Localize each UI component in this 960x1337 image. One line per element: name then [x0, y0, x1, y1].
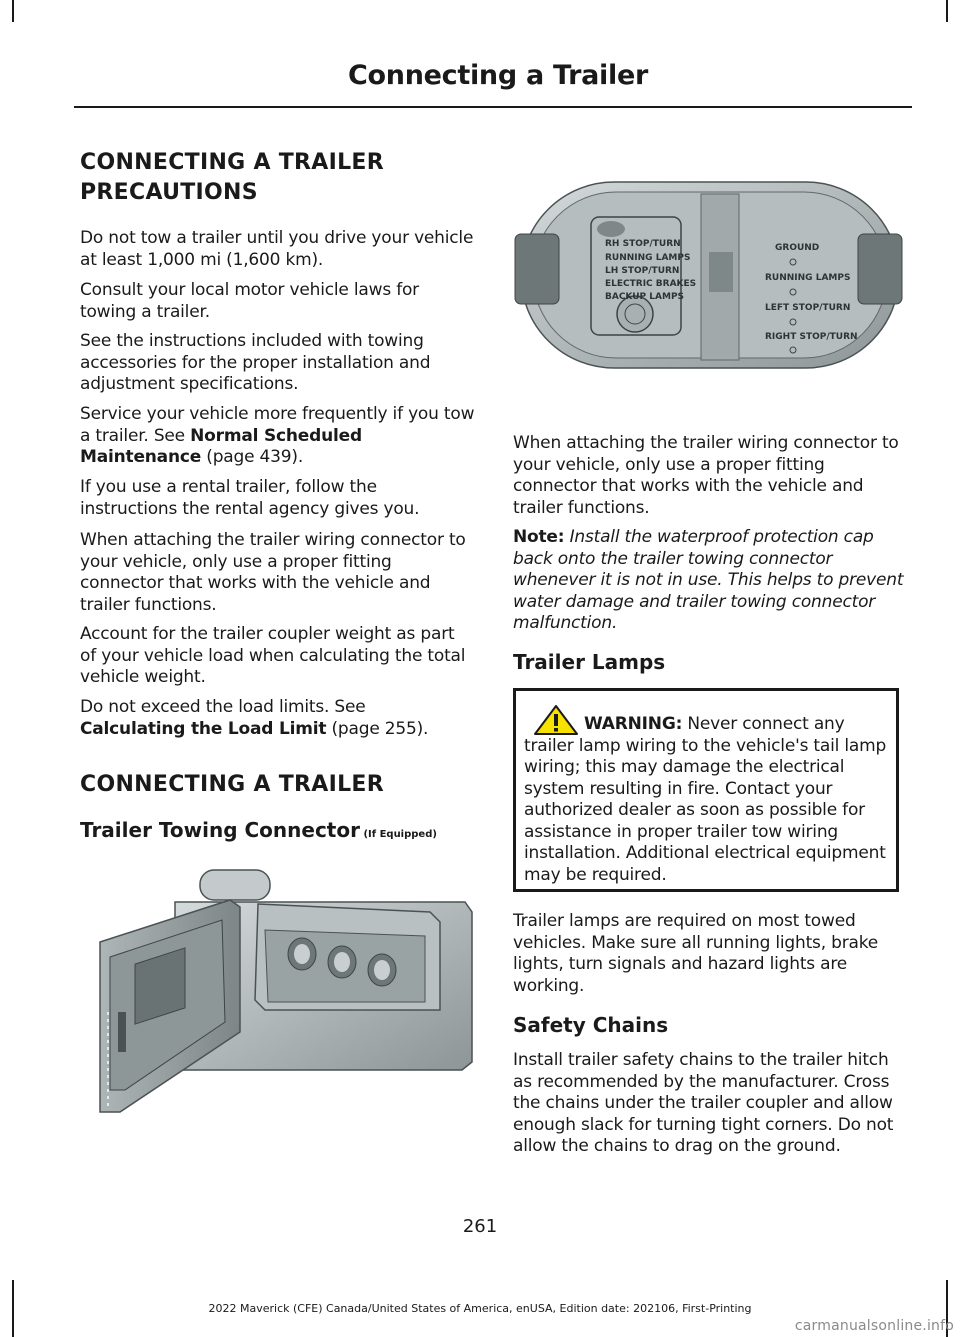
watermark: carmanualsonline.info: [794, 1318, 954, 1334]
connector-label: BACKUP LAMPS: [605, 292, 685, 302]
page-number: 261: [462, 1216, 498, 1237]
subheading-towing-connector: [80, 816, 437, 849]
warning-box: [513, 688, 899, 892]
paragraph: Consult your local motor vehicle laws for towing a trailer.: [80, 280, 419, 322]
cross-reference-link[interactable]: Normal Scheduled Maintenance: [80, 425, 362, 467]
note-label: Note:: [513, 527, 565, 547]
subheading-trailer-lamps: Trailer Lamps: [513, 650, 666, 674]
connector-label: LEFT STOP/TURN: [765, 303, 851, 313]
paragraph: See the instructions included with towing accessories for the proper installation and adjustment specifications.: [80, 331, 431, 394]
paragraph: Trailer lamps are required on most towed vehicles. Make sure all running lights, brake lights, turn signals and hazard lights are working.: [513, 911, 879, 996]
subheading-qualifier: (If Equipped): [359, 829, 437, 840]
section-heading-precautions-line1: CONNECTING A TRAILER: [80, 150, 384, 175]
connector-label: RH STOP/TURN: [605, 239, 681, 249]
paragraph: Install trailer safety chains to the trailer hitch as recommended by the manufacturer. Cross the chains under the trailer coupler and allow enough slack for turning tight corners. Do not allow the chains to drag on the ground.: [513, 1050, 894, 1156]
paragraph-text: Service your vehicle more frequently if you tow a trailer. See: [80, 404, 475, 446]
warning-triangle-icon: [534, 705, 578, 735]
header-rule: [74, 106, 912, 108]
section-heading-connecting: CONNECTING A TRAILER: [80, 772, 384, 797]
connector-label: ELECTRIC BRAKES: [605, 279, 697, 289]
crop-mark: [946, 0, 948, 22]
crop-mark: [12, 0, 14, 22]
subheading-safety-chains: Safety Chains: [513, 1013, 669, 1037]
connector-label: GROUND: [775, 243, 820, 253]
warning-label: WARNING:: [584, 714, 683, 734]
page-reference: (page 439).: [201, 447, 304, 467]
paragraph: Account for the trailer coupler weight as part of your vehicle load when calculating the total vehicle weight.: [80, 624, 466, 687]
connector-label: LH STOP/TURN: [605, 266, 680, 276]
connector-label: RIGHT STOP/TURN: [765, 332, 858, 342]
subheading-text: Trailer Towing Connector: [80, 818, 360, 842]
warning-text: Never connect any trailer lamp wiring to the vehicle's tail lamp wiring; this may damage the electrical system resulting in fire. Contact your authorized dealer as soon as possible for assistance in proper trailer tow wiring installation. Additional electrical equipment may be required.: [524, 714, 887, 885]
connector-label: RUNNING LAMPS: [605, 253, 691, 263]
paragraph: When attaching the trailer wiring connector to your vehicle, only use a proper fitting connector that works with the vehicle and trailer functions.: [513, 433, 899, 518]
page-reference: (page 255).: [326, 718, 429, 739]
paragraph: Do not tow a trailer until you drive your vehicle at least 1,000 mi (1,600 km).: [80, 228, 474, 270]
cross-reference-link[interactable]: Calculating the Load Limit: [80, 718, 327, 739]
trailer-connector-illustration: [80, 862, 475, 1117]
paragraph: [80, 404, 475, 469]
paragraph: When attaching the trailer wiring connector to your vehicle, only use a proper fitting connector that works with the vehicle and trailer functions.: [80, 530, 466, 615]
section-heading-precautions-line2: PRECAUTIONS: [80, 180, 258, 205]
paragraph: [80, 697, 475, 740]
connector-label: RUNNING LAMPS: [765, 273, 851, 283]
paragraph-text: Do not exceed the load limits. See: [80, 697, 366, 717]
paragraph: If you use a rental trailer, follow the instructions the rental agency gives you.: [80, 477, 420, 519]
connector-cap-illustration: [513, 172, 908, 377]
note-text: Install the waterproof protection cap back onto the trailer towing connector whenever it is not in use. This helps to prevent water damage and trailer towing connector malfunction.: [513, 527, 904, 633]
edition-footer: 2022 Maverick (CFE) Canada/United States of America, enUSA, Edition date: 202106, First-Printing: [208, 1302, 752, 1315]
note-paragraph: [513, 527, 908, 635]
running-head-title: Connecting a Trailer: [348, 60, 648, 91]
